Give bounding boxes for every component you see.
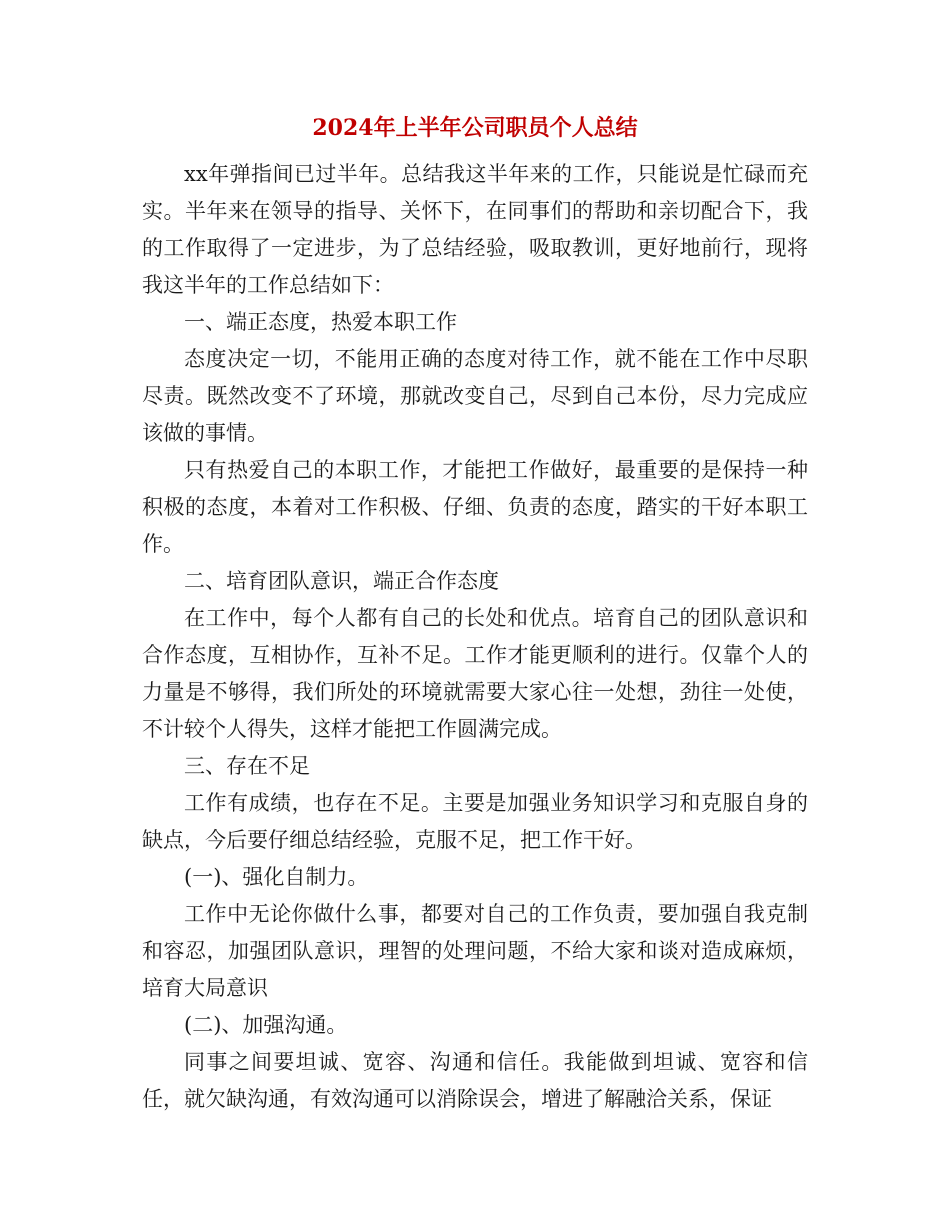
section-heading-3: 三、存在不足 <box>184 754 310 778</box>
paragraph: 工作中无论你做什么事，都要对自己的工作负责，要加强自我克制和容忍，加强团队意识，理智的处理问题，不给大家和谈对造成麻烦，培育大局意识 <box>142 902 808 1000</box>
subsection-heading-1: (一)、强化自制力。 <box>184 865 369 889</box>
paragraph-intro: xx年弹指间已过半年。总结我这半年来的工作，只能说是忙碌而充实。半年来在领导的指导、关怀下，在同事们的帮助和亲切配合下，我的工作取得了一定进步，为了总结经验，吸取教训，更好地前行，现将我这半年的工作总结如下： <box>142 162 808 297</box>
subsection-heading-2: (二)、加强沟通。 <box>184 1013 348 1037</box>
document-body <box>142 156 808 1118</box>
paragraph: 在工作中，每个人都有自己的长处和优点。培育自己的团队意识和合作态度，互相协作，互补不足。工作才能更顺利的进行。仅靠个人的力量是不够得，我们所处的环境就需要大家心往一处想，劲往一处使，不计较个人得失，这样才能把工作圆满完成。 <box>142 606 808 741</box>
section-heading-2: 二、培育团队意识，端正合作态度 <box>184 569 499 593</box>
section-heading-1: 一、端正态度，热爱本职工作 <box>184 310 457 334</box>
paragraph: 同事之间要坦诚、宽容、沟通和信任。我能做到坦诚、宽容和信任，就欠缺沟通，有效沟通可以消除误会，增进了解融洽关系，保证 <box>142 1050 808 1111</box>
paragraph: 工作有成绩，也存在不足。主要是加强业务知识学习和克服自身的缺点，今后要仔细总结经验，克服不足，把工作干好。 <box>142 791 808 852</box>
paragraph: 态度决定一切，不能用正确的态度对待工作，就不能在工作中尽职尽责。既然改变不了环境，那就改变自己，尽到自己本份，尽力完成应该做的事情。 <box>142 347 808 445</box>
paragraph: 只有热爱自己的本职工作，才能把工作做好，最重要的是保持一种积极的态度，本着对工作积极、仔细、负责的态度，踏实的干好本职工作。 <box>142 458 808 556</box>
document-title: 2024年上半年公司职员个人总结 <box>312 115 638 141</box>
